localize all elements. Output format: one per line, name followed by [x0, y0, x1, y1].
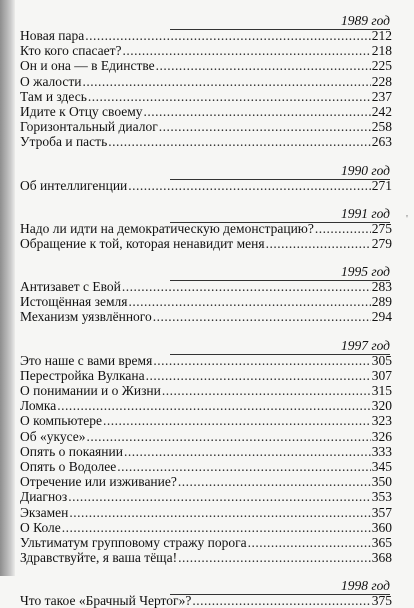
entry-page-number: 323 — [371, 413, 392, 429]
entry-page-number: 279 — [371, 235, 392, 251]
entry-page-number: 271 — [371, 177, 392, 193]
entry-title: Утроба и пасть — [20, 134, 108, 150]
dot-leader — [178, 474, 371, 489]
toc-entry[interactable] — [20, 58, 392, 73]
entry-title: Горизонтальный диалог — [20, 119, 158, 135]
toc-entry[interactable] — [20, 74, 392, 89]
entry-title: Новая пара — [20, 28, 85, 43]
toc-entry[interactable] — [20, 279, 392, 294]
dot-leader — [124, 444, 371, 459]
entry-page-number: 258 — [371, 119, 392, 135]
toc-entry[interactable] — [20, 429, 392, 444]
entry-title: О компьютере — [20, 413, 102, 429]
dot-leader — [69, 505, 370, 520]
entry-title: Истощённая земля — [20, 294, 128, 310]
entry-page-number: 320 — [371, 398, 392, 414]
toc-entry[interactable] — [20, 353, 392, 368]
dot-leader — [153, 353, 370, 368]
toc-entry[interactable] — [20, 413, 392, 428]
year-heading: 1995 год — [20, 251, 392, 279]
entry-title: Ломка — [20, 398, 57, 414]
toc-section — [20, 150, 392, 193]
toc-entry[interactable] — [20, 119, 392, 134]
toc-entry[interactable] — [20, 104, 392, 119]
toc-entry[interactable] — [20, 535, 392, 550]
entry-page-number: 212 — [371, 28, 392, 43]
entry-page-number: 218 — [371, 43, 392, 59]
toc-entry[interactable] — [20, 368, 392, 383]
entry-title: Идите к Отцу своему — [20, 103, 143, 119]
page-speck: ' — [406, 213, 408, 225]
dot-leader — [315, 221, 371, 236]
entry-title: О понимании и о Жизни — [20, 383, 161, 398]
entry-page-number: 353 — [371, 489, 392, 505]
entry-title: Опять о покаянии — [20, 443, 123, 459]
dot-leader — [128, 294, 370, 309]
entry-page-number: 225 — [371, 58, 392, 74]
dot-leader — [87, 429, 371, 444]
entry-page-number: 242 — [371, 103, 392, 119]
entry-title: Об «укусе» — [20, 428, 86, 444]
entry-title: Антизавет с Евой — [20, 279, 121, 295]
entry-page-number: 228 — [371, 73, 392, 89]
entry-title: Там и здесь — [20, 88, 87, 104]
dot-leader — [122, 279, 371, 294]
entry-page-number: 289 — [371, 294, 392, 310]
toc-entry[interactable] — [20, 459, 392, 474]
toc-entry[interactable] — [20, 593, 392, 608]
entry-page-number: 326 — [371, 428, 392, 444]
toc-section — [20, 193, 392, 251]
toc-entry[interactable] — [20, 134, 392, 149]
entry-page-number: 357 — [371, 504, 392, 520]
entry-title: О Коле — [20, 519, 61, 535]
toc-entry[interactable] — [20, 383, 392, 398]
dot-leader — [85, 28, 371, 43]
dot-leader — [88, 89, 371, 104]
toc-entry[interactable] — [20, 489, 392, 504]
entry-title: Опять о Водолее — [20, 458, 117, 474]
entry-page-number: 283 — [371, 279, 392, 295]
entry-title: Диагноз — [20, 489, 68, 505]
toc-entry[interactable] — [20, 444, 392, 459]
year-heading: 1991 год — [20, 193, 392, 221]
toc-entry[interactable] — [20, 309, 392, 324]
dot-leader — [159, 119, 371, 134]
dot-leader — [153, 309, 371, 324]
entry-page-number: 360 — [371, 519, 392, 535]
entry-page-number: 275 — [371, 220, 392, 236]
entry-page-number: 345 — [371, 458, 392, 474]
toc-entry[interactable] — [20, 505, 392, 520]
dot-leader — [62, 520, 371, 535]
entry-title: Обращение к той, которая ненавидит меня — [20, 235, 265, 251]
dot-leader — [108, 134, 371, 149]
entry-page-number: 368 — [371, 550, 392, 566]
dot-leader — [128, 178, 370, 193]
entry-page-number: 263 — [371, 134, 392, 150]
toc-section — [20, 325, 392, 566]
toc-entry[interactable] — [20, 236, 392, 251]
dot-leader — [57, 398, 371, 413]
entry-title: Что такое «Брачный Чертог»? — [20, 593, 192, 608]
dot-leader — [146, 368, 371, 383]
entry-title: Здравствуйте, я ваша тёща! — [20, 550, 178, 566]
entry-title: Он и она — в Единстве — [20, 58, 155, 74]
toc-entry[interactable] — [20, 178, 392, 193]
toc-section — [20, 251, 392, 325]
toc-entry[interactable] — [20, 43, 392, 58]
toc-entry[interactable] — [20, 89, 392, 104]
dot-leader — [178, 550, 371, 565]
entry-page-number: 375 — [371, 593, 392, 608]
toc-entry[interactable] — [20, 520, 392, 535]
dot-leader — [266, 236, 371, 251]
entry-title: Об интеллигенции — [20, 177, 128, 193]
entry-title: Механизм уязвлённого — [20, 309, 152, 325]
entry-page-number: 294 — [371, 309, 392, 325]
dot-leader — [144, 104, 371, 119]
year-heading: 1990 год — [20, 150, 392, 178]
toc-entry[interactable] — [20, 398, 392, 413]
entry-page-number: 350 — [371, 474, 392, 490]
toc-section — [20, 0, 392, 150]
entry-page-number: 365 — [371, 534, 392, 550]
entry-title: Перестройка Вулкана — [20, 367, 145, 383]
dot-leader — [123, 43, 371, 58]
dot-leader — [83, 74, 371, 89]
toc-entry[interactable] — [20, 550, 392, 565]
entry-page-number: 305 — [371, 352, 392, 368]
dot-leader — [248, 535, 371, 550]
entry-title: Это наше с вами время — [20, 352, 153, 368]
entry-page-number: 307 — [371, 367, 392, 383]
entry-title: Отречение или изживание? — [20, 474, 177, 490]
entry-page-number: 333 — [371, 443, 392, 459]
toc-entry[interactable] — [20, 474, 392, 489]
dot-leader — [162, 383, 371, 398]
entry-page-number: 237 — [371, 88, 392, 104]
table-of-contents — [20, 0, 392, 608]
toc-entry[interactable] — [20, 221, 392, 236]
year-heading: 1997 год — [20, 325, 392, 353]
toc-entry[interactable] — [20, 294, 392, 309]
dot-leader — [192, 593, 370, 608]
entry-title: Экзамен — [20, 504, 69, 520]
entry-title: Надо ли идти на демократическую демонстрацию? — [20, 220, 314, 236]
dot-leader — [103, 413, 371, 428]
toc-entry[interactable] — [20, 28, 392, 43]
entry-title: О жалости — [20, 73, 82, 89]
dot-leader — [68, 489, 370, 504]
entry-title: Ультиматум групповому стражу порога — [20, 534, 247, 550]
entry-title: Кто кого спасает? — [20, 43, 122, 59]
year-heading: 1998 год — [20, 565, 392, 593]
year-heading: 1989 год — [20, 0, 392, 28]
dot-leader — [156, 58, 371, 73]
toc-section — [20, 565, 392, 608]
page-gutter-shadow — [0, 0, 15, 576]
entry-page-number: 315 — [371, 383, 392, 398]
dot-leader — [117, 459, 370, 474]
